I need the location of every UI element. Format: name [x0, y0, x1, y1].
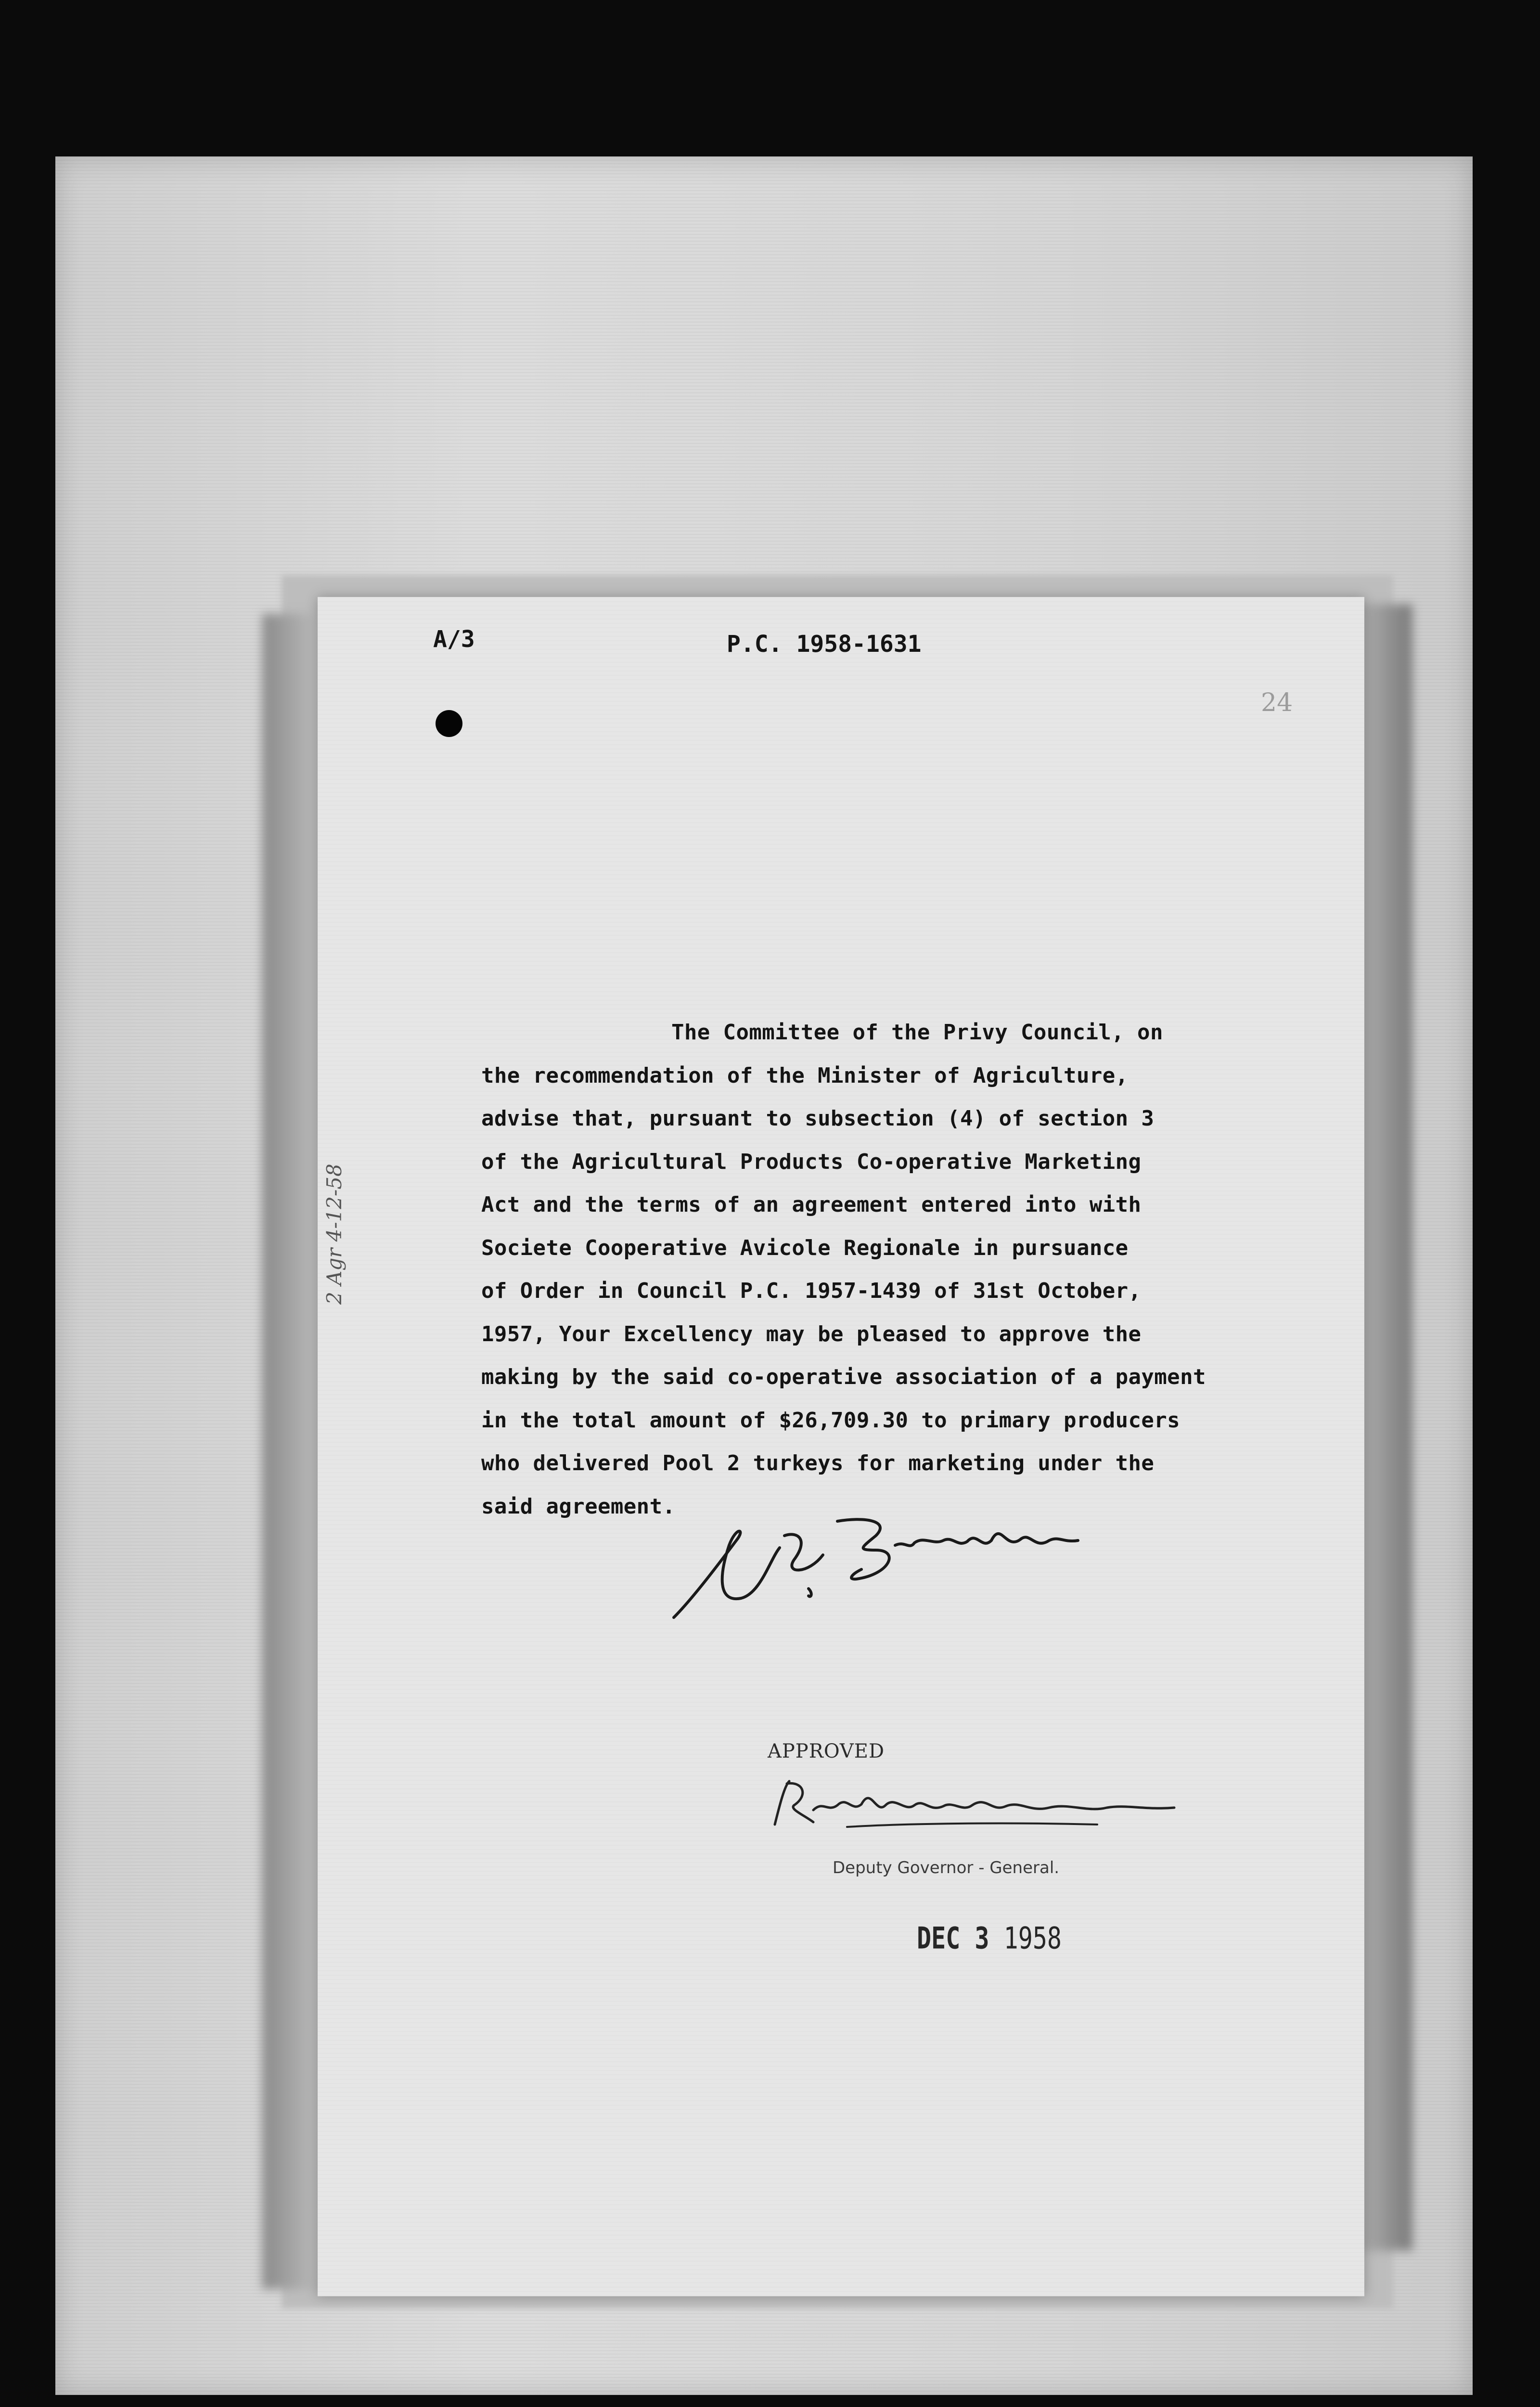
body-line: Act and the terms of an agreement entered into with — [481, 1192, 1142, 1217]
date-stamp-year: 1958 — [1003, 1921, 1062, 1956]
body-line: in the total amount of $26,709.30 to primary producers — [481, 1408, 1181, 1433]
body-line: who delivered Pool 2 turkeys for marketing under the — [481, 1451, 1155, 1475]
body-line: said agreement. — [481, 1494, 676, 1519]
margin-handwritten-note — [322, 1164, 346, 1305]
approved-label: APPROVED — [768, 1740, 885, 1762]
date-stamp — [917, 1921, 1062, 1956]
body-line: of Order in Council P.C. 1957-1439 of 31st October, — [481, 1279, 1142, 1303]
order-body-text — [481, 1011, 1290, 1528]
deputy-governor-signature — [760, 1767, 1194, 1839]
deputy-governor-title: Deputy Governor - General. — [833, 1858, 1060, 1877]
punch-hole — [436, 710, 462, 737]
body-line: 1957, Your Excellency may be pleased to approve the — [481, 1321, 1142, 1346]
order-number: P.C. 1958-1631 — [727, 631, 922, 658]
date-stamp-month-day: DEC 3 — [917, 1921, 989, 1956]
body-line: of the Agricultural Products Co-operative Marketing — [481, 1149, 1142, 1174]
body-line: the recommendation of the Minister of Agriculture, — [481, 1063, 1129, 1088]
body-line: The Committee of the Privy Council, on — [671, 1020, 1163, 1045]
reference-code: A/3 — [433, 626, 475, 653]
page-number: 24 — [1261, 688, 1293, 717]
body-line: making by the said co-operative association of a payment — [481, 1365, 1206, 1389]
body-line: advise that, pursuant to subsection (4) of section 3 — [481, 1106, 1155, 1131]
minister-signature — [664, 1502, 1121, 1627]
order-in-council-page — [318, 597, 1364, 2296]
scanned-sheet — [55, 156, 1473, 2395]
underlying-page-left-edge — [262, 614, 315, 2289]
body-line: Societe Cooperative Avicole Regionale in pursuance — [481, 1235, 1129, 1260]
margin-note-text: 2 Agr 4-12-58 — [322, 1164, 346, 1305]
